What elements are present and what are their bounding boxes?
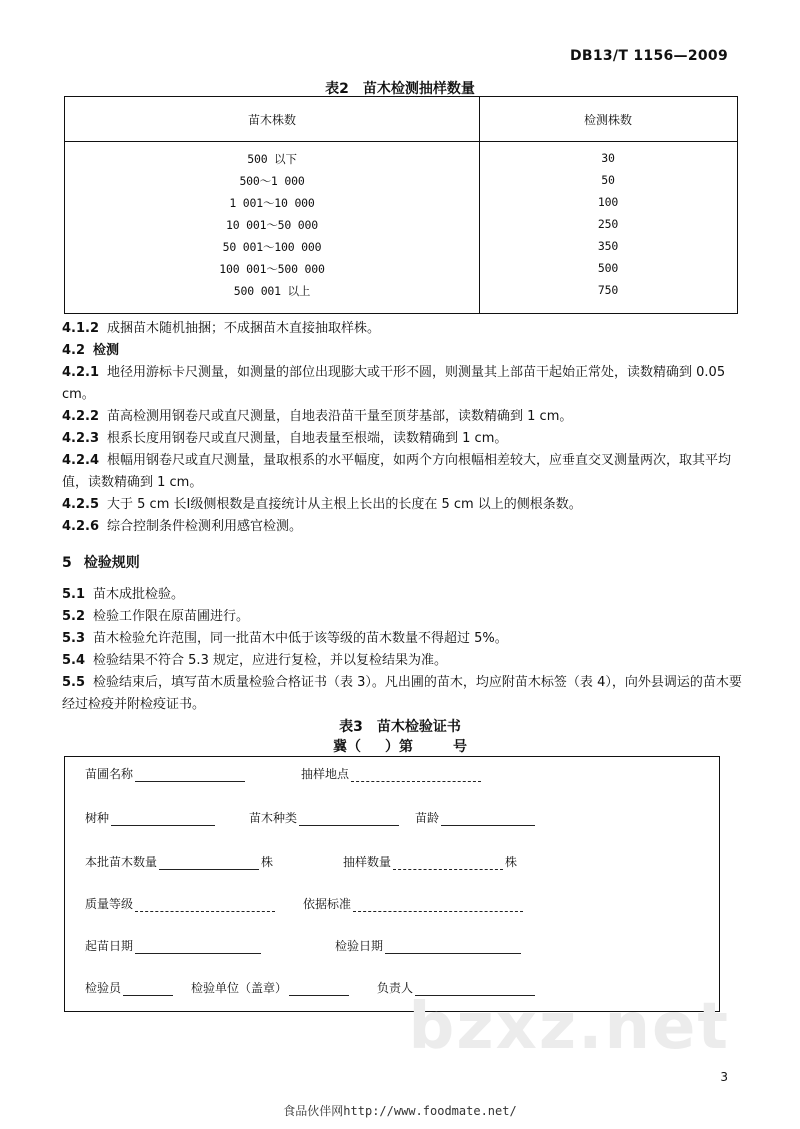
clause-number: 4.2.4 [62, 453, 100, 468]
inspection-certificate-form [64, 756, 720, 1012]
clause-text: 根幅用钢卷尺或直尺测量，量取根系的水平幅度，如两个方向根幅相差较大，应垂直交叉测量两次，取其平均值，读数精确到 1 cm。 [62, 453, 732, 490]
field-label: 苗圃名称 [85, 767, 134, 781]
clause-4-2-3 [62, 428, 742, 450]
table-cell-range: 500 以下 [247, 152, 297, 166]
fill-line[interactable] [393, 857, 503, 870]
table-cell-count: 30 [601, 151, 615, 165]
field-label: 质量等级 [85, 897, 134, 911]
table2-number: 表2 [325, 81, 349, 97]
field-label: 检验日期 [335, 939, 384, 953]
clause-5-1 [62, 584, 742, 606]
clause-text: 检验工作限在原苗圃进行。 [93, 609, 250, 624]
fill-line[interactable] [353, 899, 523, 912]
table-cell-range: 500 001 以上 [233, 284, 311, 298]
fill-line[interactable] [385, 941, 521, 954]
clause-4-2-5 [62, 494, 742, 516]
fill-line[interactable] [123, 983, 173, 996]
clause-text: 成捆苗木随机抽捆；不成捆苗木直接抽取样株。 [107, 321, 381, 336]
clause-text: 检测 [93, 343, 120, 358]
field-tree-species [85, 809, 217, 826]
clause-number: 5.2 [62, 609, 86, 624]
clause-text: 地径用游标卡尺测量，如测量的部位出现膨大或干形不圆，则测量其上部苗干起始正常处，读数精确到 0.05 cm。 [62, 365, 726, 402]
table-cell-count: 350 [597, 239, 619, 253]
field-lifting-date [85, 937, 263, 954]
fill-line[interactable] [441, 813, 535, 826]
clause-4-2-2 [62, 406, 742, 428]
table-cell-count: 750 [597, 283, 619, 297]
fill-line[interactable] [351, 769, 481, 782]
clause-number: 5.1 [62, 587, 86, 602]
field-label: 本批苗木数量 [85, 855, 158, 869]
column-header-sample-count: 检测株数 [583, 113, 632, 127]
clause-5-3 [62, 628, 742, 650]
certificate-number-line [0, 736, 800, 756]
unit-label: 株 [261, 855, 274, 869]
clause-text: 大于 5 cm 长Ⅰ级侧根数是直接统计从主根上长出的长度在 5 cm 以上的侧根条数。 [107, 497, 582, 512]
field-nursery-name [85, 765, 247, 782]
clause-text: 检验规则 [83, 555, 140, 571]
clause-number: 4.2.1 [62, 365, 100, 380]
fill-line[interactable] [135, 769, 245, 782]
fill-line[interactable] [299, 813, 399, 826]
fill-line[interactable] [111, 813, 215, 826]
fill-line[interactable] [135, 941, 261, 954]
page-number: 3 [720, 1070, 728, 1084]
clause-5-2 [62, 606, 742, 628]
clause-number: 5.5 [62, 675, 86, 690]
clause-text: 根系长度用钢卷尺或直尺测量，自地表量至根端，读数精确到 1 cm。 [107, 431, 508, 446]
certificate-suffix: 号 [453, 739, 467, 755]
field-label: 检验员 [85, 981, 122, 995]
field-label: 起苗日期 [85, 939, 134, 953]
field-reference-standard [303, 895, 525, 912]
clause-text: 苗木检验允许范围，同一批苗木中低于该等级的苗木数量不得超过 5%。 [93, 631, 508, 646]
field-label: 苗龄 [415, 811, 440, 825]
field-sample-quantity [343, 853, 517, 870]
clause-5-5 [62, 672, 742, 716]
clause-number: 4.2.2 [62, 409, 100, 424]
clause-text: 苗高检测用钢卷尺或直尺测量，自地表沿苗干量至顶芽基部，读数精确到 1 cm。 [107, 409, 573, 424]
standard-code: DB13/T 1156—2009 [569, 48, 728, 64]
field-inspection-unit [191, 979, 351, 996]
clause-number: 4.2.6 [62, 519, 100, 534]
watermark-logo: bzxz.net [408, 990, 730, 1064]
certificate-middle: ）第 [385, 739, 413, 755]
table2-caption [0, 78, 800, 98]
field-seedling-age [415, 809, 537, 826]
clause-4-2-6 [62, 516, 742, 538]
field-batch-quantity [85, 853, 273, 870]
column-header-seedling-count: 苗木株数 [247, 113, 296, 127]
table2-title: 苗木检测抽样数量 [362, 81, 475, 97]
table3-number: 表3 [339, 719, 363, 735]
clause-text: 检验结束后，填写苗木质量检验合格证书（表 3）。凡出圃的苗木，均应附苗木标签（表 4），向外县调运的苗木要经过检疫并附检疫证书。 [62, 675, 742, 712]
clause-number: 5 [62, 555, 72, 571]
unit-label: 株 [505, 855, 518, 869]
table3-caption [0, 716, 800, 736]
field-inspection-date [335, 937, 523, 954]
table-cell-count: 100 [597, 195, 619, 209]
clause-text: 检验结果不符合 5.3 规定，应进行复检，并以复检结果为准。 [93, 653, 447, 668]
table3-title: 苗木检验证书 [376, 719, 461, 735]
clause-4-1-2 [62, 318, 742, 340]
field-label: 检验单位（盖章） [191, 981, 288, 995]
field-inspector [85, 979, 175, 996]
field-seedling-type [249, 809, 401, 826]
field-quality-grade [85, 895, 277, 912]
clause-number: 4.2 [62, 343, 86, 358]
clause-4-2-1 [62, 362, 742, 406]
field-label: 抽样数量 [343, 855, 392, 869]
clause-4-2-4 [62, 450, 742, 494]
table-cell-count: 250 [597, 217, 619, 231]
fill-line[interactable] [135, 899, 275, 912]
table-cell-count: 500 [597, 261, 619, 275]
table-cell-range: 100 001～500 000 [219, 262, 325, 276]
fill-line[interactable] [159, 857, 259, 870]
field-label: 苗木种类 [249, 811, 298, 825]
table-cell-range: 50 001～100 000 [222, 240, 322, 254]
clause-number: 4.2.3 [62, 431, 100, 446]
table-cell-range: 10 001～50 000 [226, 218, 318, 232]
certificate-prefix: 冀（ [333, 739, 361, 755]
clause-number: 5.4 [62, 653, 86, 668]
clause-number: 4.2.5 [62, 497, 100, 512]
footer-source-link[interactable]: 食品伙伴网http://www.foodmate.net/ [283, 1104, 517, 1118]
table-cell-count: 50 [601, 173, 615, 187]
clause-text: 综合控制条件检测利用感官检测。 [107, 519, 303, 534]
section-4-2 [62, 340, 742, 362]
fill-line[interactable] [289, 983, 349, 996]
clause-text: 苗木成批检验。 [93, 587, 185, 602]
sampling-table [64, 96, 738, 314]
table-cell-range: 500～1 000 [239, 174, 305, 188]
clause-number: 4.1.2 [62, 321, 100, 336]
clause-number: 5.3 [62, 631, 86, 646]
field-label: 依据标准 [303, 897, 352, 911]
table-cell-range: 1 001～10 000 [229, 196, 315, 210]
clause-5-4 [62, 650, 742, 672]
section-5-heading [62, 552, 140, 572]
field-sampling-site [301, 765, 483, 782]
field-label: 负责人 [377, 981, 414, 995]
table-divider-horizontal [65, 141, 737, 142]
field-label: 树种 [85, 811, 110, 825]
field-label: 抽样地点 [301, 767, 350, 781]
